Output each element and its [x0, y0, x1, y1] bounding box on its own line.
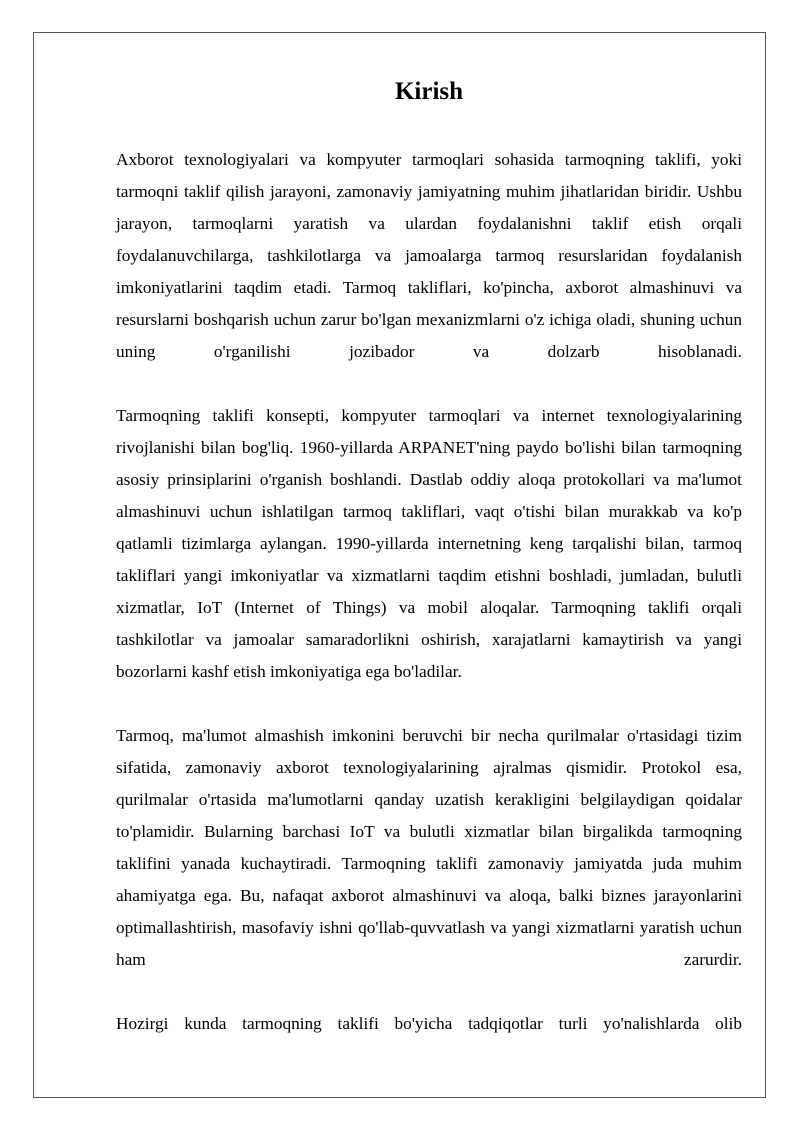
- paragraph-4: Hozirgi kunda tarmoqning taklifi bo'yicha tadqiqotlar turli yo'nalishlarda olib: [116, 1014, 742, 1033]
- paragraph-3: Tarmoq, ma'lumot almashish imkonini beruvchi bir necha qurilmalar o'rtasidagi tizim sifatida, zamonaviy axborot texnologiyalarining ajralmas qismidir. Protokol esa, qurilmalar o'rtasida ma'lumotlarni qanday uzatish kerakligini belgilaydigan qoidalar to'plamidir. Bularning barchasi IoT va bulutli xizmatlar bilan birgalikda tarmoqning taklifini yanada kuchaytiradi. Tarmoqning taklifi zamonaviy jamiyatda juda muhim ahamiyatga ega. Bu, nafaqat axborot almashinuvi va aloqa, balki biznes jarayonlarini optimallashtirish, masofaviy ishni qo'llab-quvvatlash va yangi xizmatlarni yaratish uchun ham zarurdir.: [116, 726, 742, 969]
- paragraph-gap: [116, 976, 742, 1008]
- page-title: Kirish: [394, 78, 464, 105]
- paragraph-gap: [116, 688, 742, 720]
- document-body: [116, 75, 742, 1040]
- paragraph-gap: [116, 368, 742, 400]
- paragraph-1: Axborot texnologiyalari va kompyuter tarmoqlari sohasida tarmoqning taklifi, yoki tarmoqni taklif qilish jarayoni, zamonaviy jamiyatning muhim jihatlaridan biridir. Ushbu jarayon, tarmoqlarni yaratish va ulardan foydalanishni taklif etish orqali foydalanuvchilarga, tashkilotlarga va jamoalarga tarmoq resurslaridan foydalanish imkoniyatlarini taqdim etadi. Tarmoq takliflari, ko'pincha, axborot almashinuvi va resurslarni boshqarish uchun zarur bo'lgan mexanizmlarni o'z ichiga oladi, shuning uchun uning o'rganilishi jozibador va dolzarb hisoblanadi.: [116, 150, 742, 361]
- paragraph-block: [116, 144, 742, 1040]
- paragraph-2: Tarmoqning taklifi konsepti, kompyuter tarmoqlari va internet texnologiyalarining rivojlanishi bilan bog'liq. 1960-yillarda ARPANET'ning paydo bo'lishi bilan tarmoqning asosiy prinsiplarini o'rganish boshlandi. Dastlab oddiy aloqa protokollari va ma'lumot almashinuvi uchun ishlatilgan tarmoq takliflari, vaqt o'tishi bilan murakkab va ko'p qatlamli tizimlarga aylangan. 1990-yillarda internetning keng tarqalishi bilan, tarmoq takliflari yangi imkoniyatlar va xizmatlarni taqdim etishni boshladi, jumladan, bulutli xizmatlar, IoT (Internet of Things) va mobil aloqalar. Tarmoqning taklifi orqali tashkilotlar va jamoalar samaradorlikni oshirish, xarajatlarni kamaytirish va yangi bozorlarni kashf etish imkoniyatiga ega bo'ladilar.: [116, 406, 742, 681]
